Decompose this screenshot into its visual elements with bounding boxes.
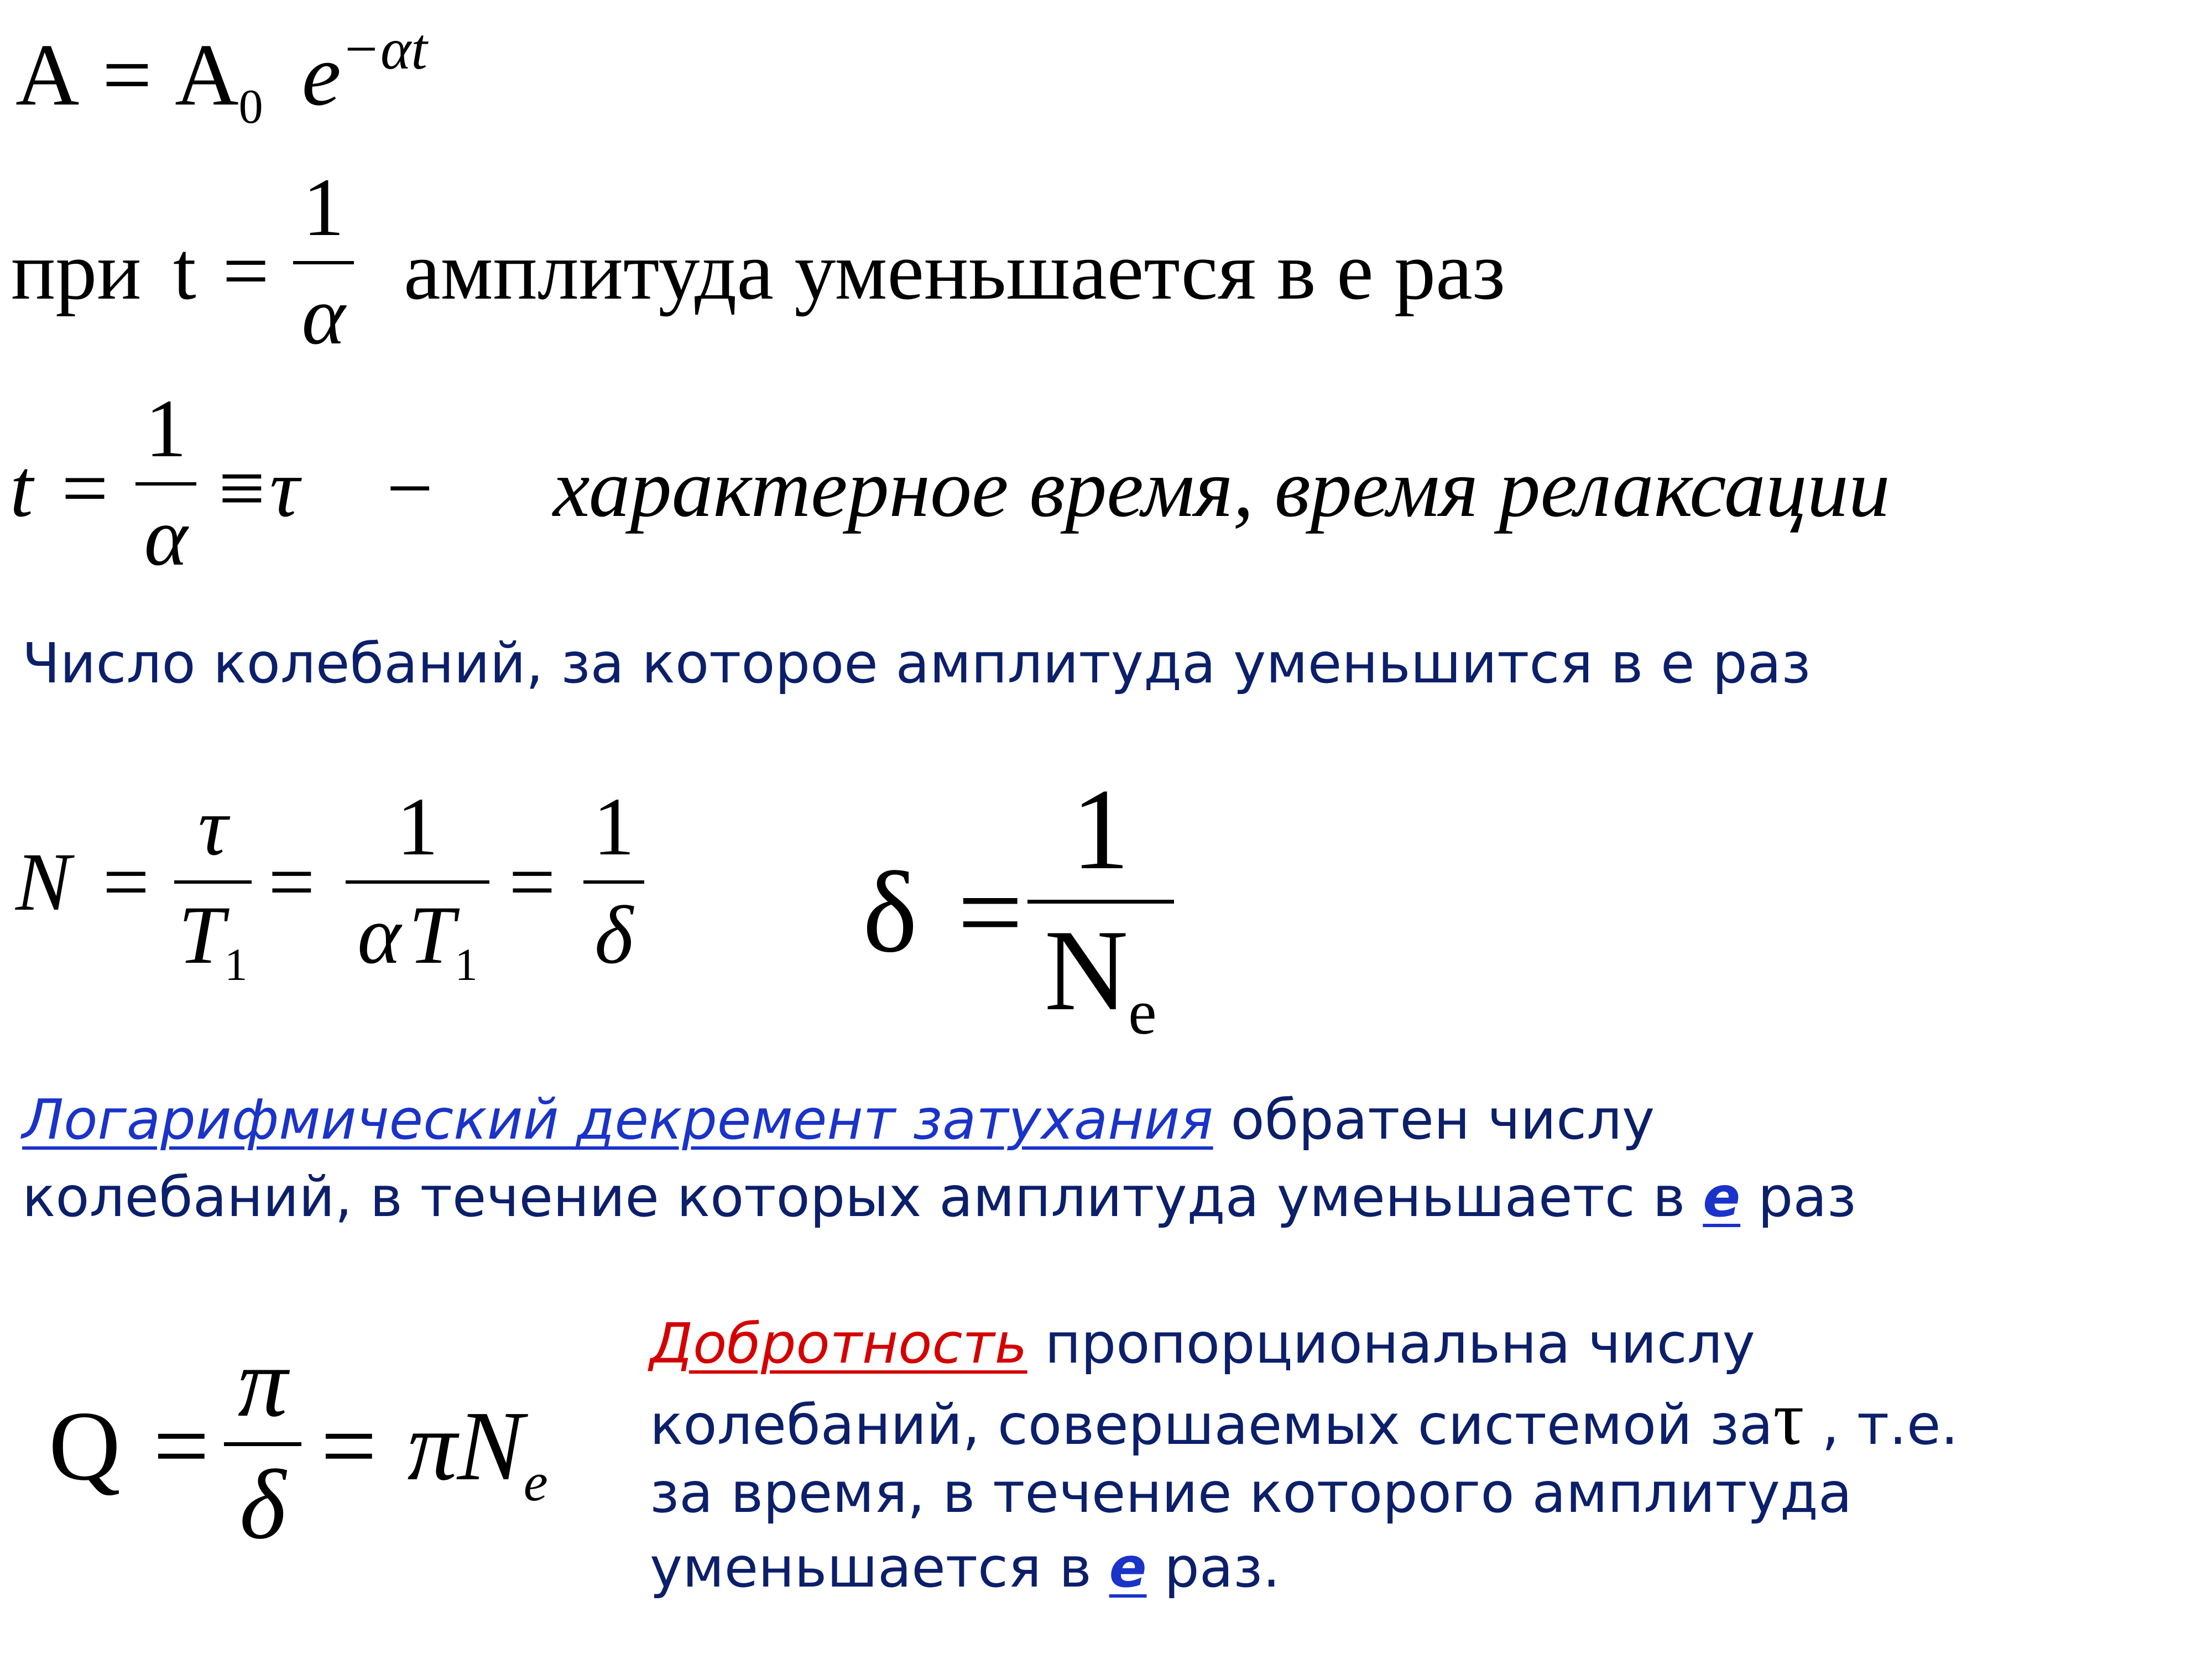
- log-decrement-link[interactable]: Логарифмический декремент затухания: [22, 1087, 1213, 1152]
- fraction-bar: [1027, 900, 1174, 904]
- log-decrement-line-2: [22, 1159, 1856, 1236]
- equals-sign: =: [61, 442, 108, 534]
- fraction-one-over-alpha-t1: [343, 781, 492, 990]
- fraction-numerator: 1: [145, 383, 187, 474]
- fraction-one-over-delta: [578, 781, 650, 981]
- fraction-denominator: α: [144, 491, 188, 583]
- fraction-denominator: δ: [594, 889, 633, 981]
- quality-link[interactable]: Добротность: [650, 1311, 1027, 1376]
- euler-number: e: [301, 25, 341, 124]
- equals-sign-2: =: [268, 836, 315, 928]
- tau-symbol: τ: [1773, 1375, 1804, 1461]
- equals-sign: =: [222, 225, 269, 317]
- equals-sign: =: [102, 25, 152, 124]
- quality-text-6: раз.: [1146, 1535, 1281, 1600]
- fraction-bar: [293, 261, 354, 264]
- e-link-2[interactable]: е: [1109, 1535, 1147, 1600]
- log-decrement-line-1: [22, 1081, 1655, 1159]
- log-decrement-text-3: раз: [1740, 1165, 1856, 1229]
- quality-line-4: [650, 1529, 1280, 1606]
- quality-text-1: пропорциональна числу: [1027, 1311, 1755, 1376]
- equation-q-rhs: [321, 1391, 548, 1512]
- fraction-denominator: $\alpha T_1$: [357, 889, 478, 990]
- equation-n: [15, 836, 150, 928]
- exponent: −αt: [341, 16, 427, 81]
- quality-line-2: [650, 1375, 1959, 1464]
- pi-symbol: π: [407, 1391, 457, 1501]
- n-subscript: e: [523, 1452, 548, 1512]
- fraction-bar: [135, 482, 196, 486]
- equals-sign: =: [321, 1391, 377, 1501]
- initial-amplitude-symbol: A: [175, 25, 239, 124]
- fraction-bar: [224, 1442, 301, 1446]
- fraction-denominator: $N_e$: [1044, 906, 1157, 1047]
- n-symbol: N: [457, 1391, 524, 1501]
- initial-amplitude-subscript: 0: [238, 80, 263, 134]
- fraction-one-over-alpha: [288, 161, 359, 362]
- fraction-bar: [346, 880, 489, 884]
- equiv-tau: [218, 442, 434, 534]
- equation-amplitude-decay: [15, 16, 427, 134]
- fraction-numerator: 1: [593, 781, 635, 873]
- fraction-denominator: α: [301, 270, 346, 362]
- fraction-numerator: 1: [302, 161, 345, 253]
- log-decrement-text-1: обратен числу: [1213, 1087, 1655, 1152]
- quality-text-3: , т.е.: [1804, 1392, 1959, 1457]
- fraction-one-over-alpha-2: [130, 383, 202, 583]
- fraction-denominator: δ: [239, 1449, 286, 1559]
- equals-sign: =: [153, 1391, 210, 1501]
- q-symbol: Q: [49, 1391, 121, 1501]
- equals-sign: =: [102, 836, 150, 928]
- fraction-numerator: τ: [198, 781, 228, 873]
- equation-relaxation-time: [10, 442, 108, 534]
- time-symbol: t: [10, 442, 33, 534]
- equation-delta: [863, 848, 1023, 977]
- quality-line-1: [650, 1305, 1755, 1383]
- equals-sign: =: [957, 848, 1023, 977]
- dash: −: [386, 442, 434, 534]
- equation-q: [49, 1391, 210, 1501]
- oscillation-count-text: Число колебаний, за которое амплитуда уменьшится в е раз: [22, 631, 1811, 696]
- time-symbol: t: [173, 225, 196, 317]
- fraction-denominator: $T_1$: [178, 889, 248, 990]
- equation-time-condition: [11, 225, 269, 317]
- fraction-bar: [583, 880, 644, 884]
- relaxation-time-text: характерное время, время релаксации: [553, 442, 1890, 534]
- fraction-tau-over-t1: [169, 781, 257, 990]
- quality-line-3: [650, 1454, 1852, 1532]
- fraction-one-over-ne: [1026, 765, 1175, 1047]
- amplitude-symbol: A: [15, 25, 75, 124]
- e-link[interactable]: е: [1703, 1165, 1741, 1229]
- equals-sign-3: =: [509, 836, 556, 928]
- fraction-numerator: 1: [397, 781, 439, 873]
- delta-symbol: δ: [863, 848, 917, 977]
- quality-text-5: уменьшается в: [650, 1535, 1109, 1600]
- n-symbol: N: [15, 836, 71, 928]
- log-decrement-text-2: колебаний, в течение которых амплитуда уменьшаетс в: [22, 1165, 1703, 1229]
- equivalence-sign: ≡: [218, 442, 265, 534]
- fraction-numerator: π: [237, 1327, 288, 1437]
- fraction-numerator: 1: [1071, 765, 1130, 894]
- pri-word: при: [11, 225, 142, 317]
- amplitude-decrease-text: амплитуда уменьшается в е раз: [404, 225, 1505, 317]
- quality-text-4: за время, в течение которого амплитуда: [650, 1460, 1853, 1525]
- fraction-pi-over-delta: [221, 1327, 304, 1559]
- tau-symbol: τ: [269, 442, 300, 534]
- quality-text-2: колебаний, совершаемых системой за: [650, 1392, 1773, 1457]
- fraction-bar: [174, 880, 252, 884]
